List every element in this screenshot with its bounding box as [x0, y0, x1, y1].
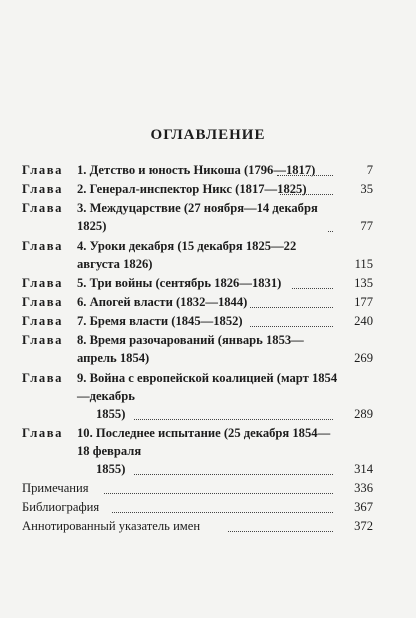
page-number: 35: [360, 182, 373, 197]
chapter-title: Уроки декабря (15 декабря 1825—22 августа 1826): [77, 238, 297, 271]
dot-leader: [112, 511, 333, 513]
toc-entry-chapter-10[interactable]: [22, 424, 373, 478]
toc-entry-chapter-3[interactable]: [22, 199, 373, 235]
page-number: 135: [354, 275, 373, 290]
toc-entry-bibliography[interactable]: [22, 498, 373, 516]
page-number: 77: [360, 219, 373, 234]
chapter-label: Глава: [22, 163, 64, 177]
chapter-title: Детство и юность Никоша (1796—1817): [89, 163, 316, 177]
page-number: 7: [366, 163, 373, 177]
toc-entry-chapter-9[interactable]: [22, 369, 373, 423]
chapter-title: Последнее испытание (25 декабря 1854—18 февраля: [77, 425, 331, 458]
toc-entry-chapter-6[interactable]: [22, 293, 373, 311]
chapter-title: Три войны (сентябрь 1826—1831): [89, 275, 282, 290]
chapter-title: Бремя власти (1845—1852): [89, 314, 243, 329]
toc-heading: ОГЛАВЛЕНИЕ: [150, 127, 266, 143]
dot-leader: [134, 473, 333, 475]
chapter-label: Глава: [22, 238, 64, 253]
chapter-label: Глава: [22, 275, 64, 290]
dot-leader: [250, 325, 333, 327]
chapter-title: Генерал-инспектор Никс (1817—1825): [89, 182, 307, 197]
toc-entry-name-index[interactable]: [22, 517, 373, 535]
chapter-number: 3.: [77, 201, 87, 216]
chapter-number: 2.: [77, 182, 87, 197]
page-number: 372: [354, 519, 373, 534]
page-number: 269: [354, 351, 373, 366]
chapter-title: Время разочарований (январь 1853—апрель 1854): [77, 333, 304, 366]
dot-leader: [250, 306, 333, 308]
toc-entry-notes[interactable]: [22, 479, 373, 497]
dot-leader: [228, 530, 333, 532]
entry-title: Аннотированный указатель имен: [22, 519, 201, 534]
toc-entry-chapter-5[interactable]: [22, 274, 373, 292]
entry-title: Библиография: [22, 500, 100, 515]
dot-leader: [292, 287, 333, 289]
chapter-number: 6.: [77, 294, 87, 309]
page-number: 115: [354, 256, 373, 271]
toc-entry-chapter-1[interactable]: [22, 161, 373, 179]
page-number: 177: [354, 294, 373, 309]
dot-leader: [280, 193, 333, 195]
page-number: 240: [354, 314, 373, 329]
chapter-number: 1.: [77, 163, 87, 177]
chapter-label: Глава: [22, 370, 64, 385]
chapter-label: Глава: [22, 294, 64, 309]
chapter-number: 10.: [77, 425, 93, 440]
toc-entry-chapter-7[interactable]: [22, 312, 373, 330]
dot-leader: [328, 230, 333, 232]
chapter-title: Апогей власти (1832—1844): [89, 294, 248, 309]
chapter-label: Глава: [22, 425, 64, 440]
page-number: 314: [354, 461, 373, 476]
chapter-number: 9.: [77, 370, 87, 385]
chapter-number: 5.: [77, 275, 87, 290]
toc-entry-chapter-2[interactable]: [22, 180, 373, 198]
chapter-title: Междуцарствие (27 ноября—14 декабря 1825): [77, 201, 318, 234]
toc-entry-chapter-4[interactable]: [22, 237, 373, 273]
page-number: 289: [354, 406, 373, 421]
page-number: 336: [354, 480, 373, 495]
entry-title: Примечания: [22, 480, 89, 495]
chapter-title-continued: 1855): [77, 460, 339, 478]
chapter-label: Глава: [22, 201, 64, 216]
chapter-title: Война с европейской коалицией (март 1854—декабрь: [77, 370, 338, 403]
chapter-number: 7.: [77, 314, 87, 329]
chapter-label: Глава: [22, 314, 64, 329]
page-number: 367: [354, 500, 373, 515]
table-of-contents: [22, 161, 373, 536]
chapter-label: Глава: [22, 333, 64, 348]
chapter-number: 4.: [77, 238, 87, 253]
dot-leader: [104, 492, 333, 494]
dot-leader: [134, 418, 333, 420]
chapter-number: 8.: [77, 333, 87, 348]
chapter-title-continued: 1855): [77, 405, 339, 423]
chapter-label: Глава: [22, 182, 64, 197]
dot-leader: [277, 174, 333, 176]
toc-entry-chapter-8[interactable]: [22, 331, 373, 367]
